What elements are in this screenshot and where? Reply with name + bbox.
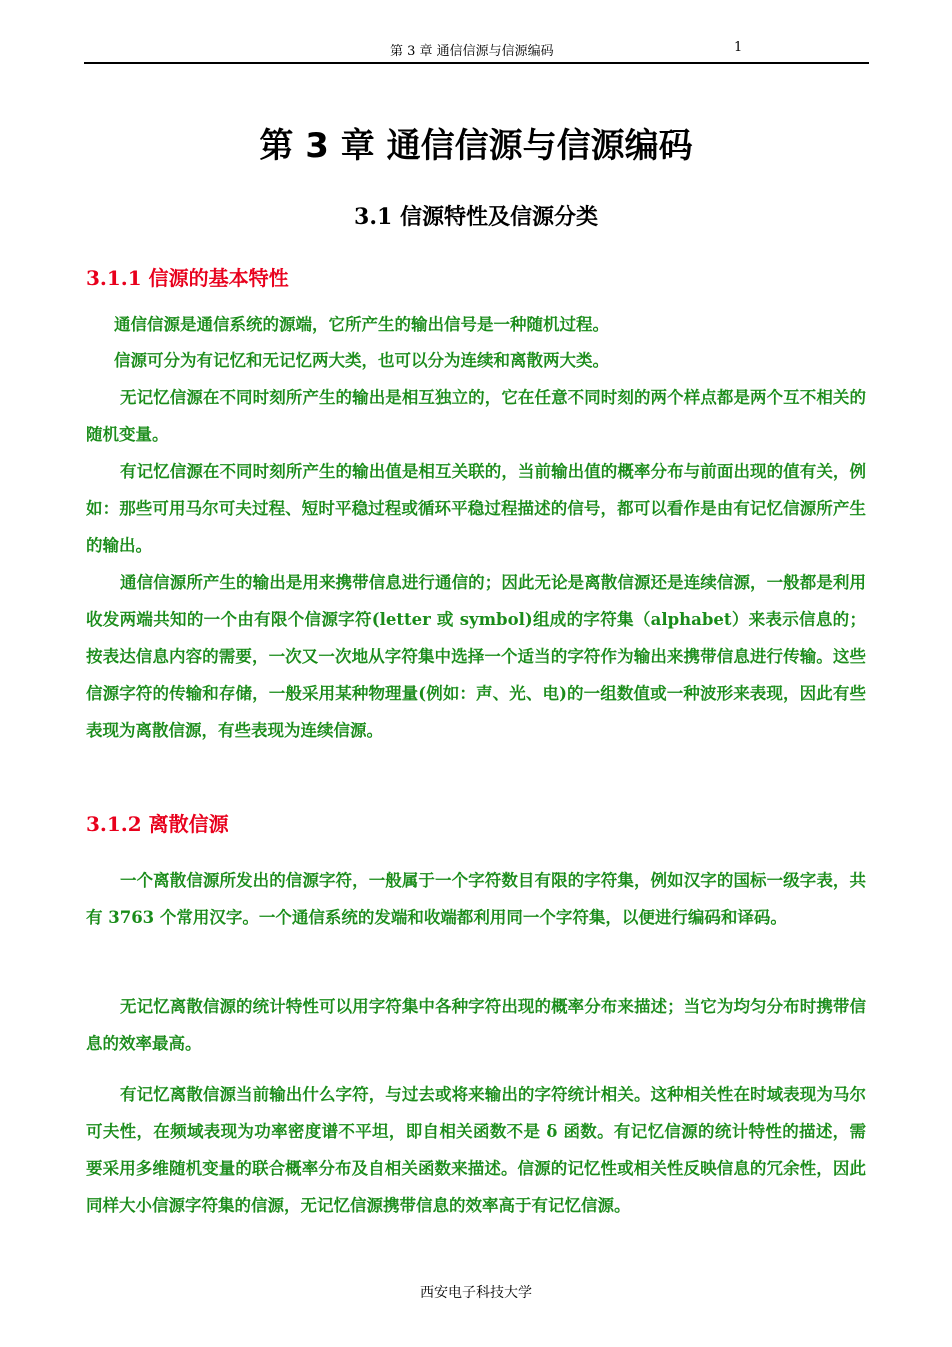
- subsection-title-discrete-source: 3.1.2 离散信源: [86, 812, 229, 836]
- paragraph: 有记忆离散信源当前输出什么字符，与过去或将来输出的字符统计相关。这种相关性在时域表现为马尔可夫性，在频域表现为功率密度谱不平坦，即自相关函数不是 δ 函数。有记忆信源的统计特性的描述，需要采用多维随机变量的联合概率分布及自相关函数来描述。信源的记忆性或相关性反映信息的冗余性，因此同样大小信源字符集的信源，无记忆信源携带信息的效率高于有记忆信源。: [86, 1085, 866, 1215]
- running-title: 第 3 章 通信信源与信源编码: [390, 44, 554, 59]
- paragraph: 无记忆信源在不同时刻所产生的输出是相互独立的，它在任意不同时刻的两个样点都是两个互不相关的随机变量。: [86, 388, 866, 444]
- paragraph: 信源可分为有记忆和无记忆两大类，也可以分为连续和离散两大类。: [114, 351, 609, 370]
- paragraph: 通信信源所产生的输出是用来携带信息进行通信的；因此无论是离散信源还是连续信源，一般都是利用收发两端共知的一个由有限个信源字符(letter 或 symbol)组成的字符集（alphabet）来表示信息的；按表达信息内容的需要，一次又一次地从字符集中选择一个适当的字符作为输出来携带信息进行传输。这些信源字符的传输和存储，一般采用某种物理量(例如：声、光、电)的一组数值或一种波形来表现，因此有些表现为离散信源，有些表现为连续信源。: [86, 573, 866, 740]
- chapter-title: 第 3 章 通信信源与信源编码: [259, 126, 693, 166]
- page-header: [84, 36, 869, 64]
- paragraph: 通信信源是通信系统的源端，它所产生的输出信号是一种随机过程。: [114, 315, 609, 334]
- paragraph: 无记忆离散信源的统计特性可以用字符集中各种字符出现的概率分布来描述；当它为均匀分布时携带信息的效率最高。: [86, 997, 866, 1053]
- subsection-title-basic-properties: 3.1.1 信源的基本特性: [86, 266, 289, 290]
- paragraph: 有记忆信源在不同时刻所产生的输出值是相互关联的，当前输出值的概率分布与前面出现的值有关，例如：那些可用马尔可夫过程、短时平稳过程或循环平稳过程描述的信号，都可以看作是由有记忆信源所产生的输出。: [86, 462, 866, 555]
- paragraph: 一个离散信源所发出的信源字符，一般属于一个字符数目有限的字符集，例如汉字的国标一级字表，共有 3763 个常用汉字。一个通信系统的发端和收端都利用同一个字符集，以便进行编码和译码。: [86, 871, 866, 927]
- section-title: 3.1 信源特性及信源分类: [354, 204, 598, 230]
- page-number: 1: [734, 40, 743, 55]
- page-footer: 西安电子科技大学: [420, 1285, 532, 1301]
